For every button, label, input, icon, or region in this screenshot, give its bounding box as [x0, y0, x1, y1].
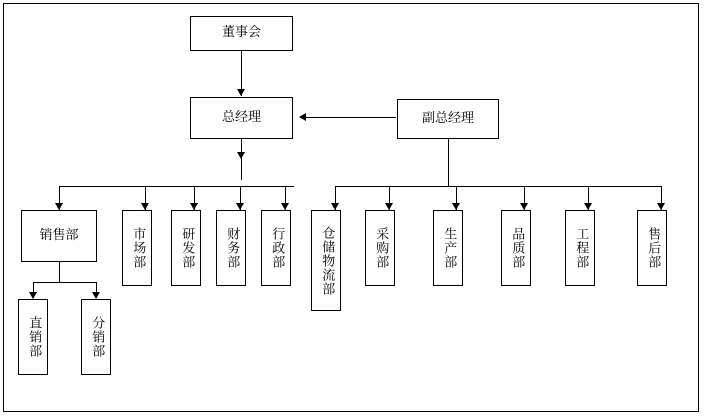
node-quality-label: 品质部 [509, 227, 525, 269]
node-admin-label: 行政部 [269, 227, 285, 269]
node-rd-label: 研发部 [179, 227, 195, 269]
node-admin[interactable] [261, 210, 291, 286]
node-warehouse-logistics[interactable] [311, 210, 341, 311]
node-board-label: 董事会 [221, 25, 261, 41]
node-direct-sales-label: 直销部 [26, 316, 42, 358]
node-sales[interactable] [21, 210, 97, 262]
node-aftersales-label: 售后部 [645, 227, 661, 269]
arrow-rd [190, 203, 198, 210]
node-warehouse-logistics-label: 仓储物流部 [319, 225, 335, 296]
node-quality[interactable] [501, 210, 531, 286]
node-purchase[interactable] [365, 210, 395, 286]
node-sales-label: 销售部 [39, 227, 79, 243]
arrow-admin [281, 203, 289, 210]
connector-deputy-trunk [448, 139, 449, 186]
bus-left-departments [59, 186, 294, 187]
arrow-engineering [584, 203, 592, 210]
node-deputy-general-manager-label: 副总经理 [421, 110, 474, 126]
arrow-direct-sales [29, 292, 37, 299]
bus-right-departments [335, 186, 662, 187]
node-engineering-label: 工程部 [573, 227, 589, 269]
node-production[interactable] [433, 210, 463, 286]
node-finance[interactable] [216, 210, 246, 286]
arrow-production [452, 203, 460, 210]
arrow-finance [236, 203, 244, 210]
arrow-market [141, 203, 149, 210]
node-distribution-label: 分销部 [89, 316, 105, 358]
arrow-deputy-gm [299, 113, 306, 121]
arrow-sales [55, 203, 63, 210]
node-production-label: 生产部 [441, 227, 457, 269]
arrow-distribution [92, 292, 100, 299]
arrow-purchase [385, 203, 393, 210]
node-market-label: 市场部 [130, 227, 146, 269]
node-direct-sales[interactable] [18, 299, 48, 375]
arrow-warehouse [331, 203, 339, 210]
arrow-aftersales [657, 203, 665, 210]
node-engineering[interactable] [565, 210, 595, 286]
bus-sales-sub [33, 282, 96, 283]
node-deputy-general-manager[interactable] [397, 99, 499, 139]
arrow-quality [520, 203, 528, 210]
connector-deputy-gm [302, 117, 396, 118]
connector-gm-trunk [241, 139, 242, 180]
node-general-manager[interactable] [190, 97, 293, 139]
node-distribution[interactable] [81, 299, 111, 375]
node-rd[interactable] [171, 210, 201, 286]
connector-sales-sub [59, 262, 60, 282]
arrow-gm-down [237, 152, 245, 159]
node-finance-label: 财务部 [224, 227, 240, 269]
node-board[interactable] [190, 16, 293, 51]
node-market[interactable] [122, 210, 152, 286]
arrow-board-gm [237, 89, 245, 96]
node-aftersales[interactable] [637, 210, 667, 286]
node-general-manager-label: 总经理 [221, 109, 261, 125]
node-purchase-label: 采购部 [373, 227, 389, 269]
